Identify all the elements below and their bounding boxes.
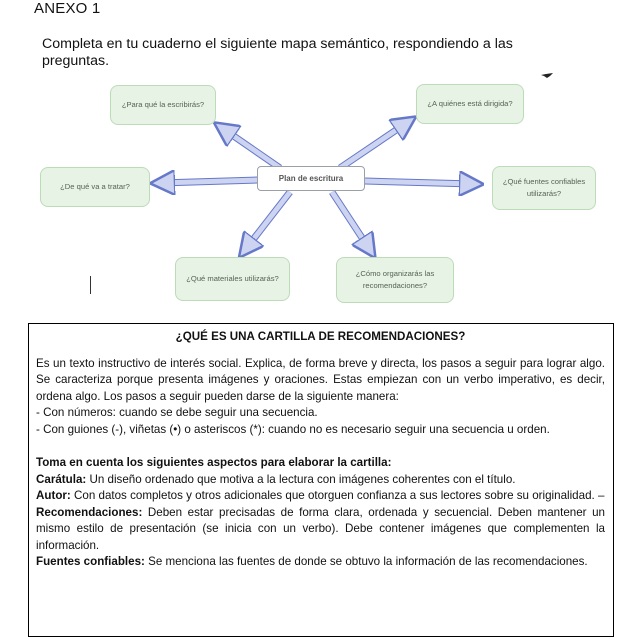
intro-paragraph: Es un texto instructivo de interés social. Explica, de forma breve y directa, los pasos a seguir para lograr algo. Se caracteriza porque presenta imágenes y oraciones. Estas empiezan con un verbo imperativo, es decir, ordena algo. Los pasos a seguir pueden darse de la siguiente manera: bbox=[36, 356, 605, 403]
instruction-text: Completa en tu cuaderno el siguiente mapa semántico, respondiendo a las preguntas. bbox=[42, 36, 513, 69]
map-node-topic: ¿De qué va a tratar? bbox=[40, 167, 150, 207]
speck-mark bbox=[541, 73, 553, 78]
info-box-title: ¿QUÉ ES UNA CARTILLA DE RECOMENDACIONES? bbox=[175, 330, 466, 343]
map-node-organization: ¿Cómo organizarás las recomendaciones? bbox=[336, 257, 454, 303]
list-numbers: - Con números: cuando se debe seguir una secuencia. bbox=[36, 406, 318, 419]
text-cursor bbox=[90, 276, 91, 294]
map-node-audience: ¿A quiénes está dirigida? bbox=[416, 84, 524, 124]
aspect-caratula: Carátula: Un diseño ordenado que motiva a la lectura con imágenes coherentes con el título. bbox=[36, 472, 516, 486]
map-center-node: Plan de escritura bbox=[257, 166, 365, 191]
aspect-autor: Autor: Con datos completos y otros adicionales que otorguen confianza a sus lectores sobre su originalidad. – bbox=[36, 489, 605, 502]
list-dashes: - Con guiones (-), viñetas (•) o asteriscos (*): cuando no es necesario seguir una secuencia u orden. bbox=[36, 422, 550, 436]
aspects-heading: Toma en cuenta los siguientes aspectos para elaborar la cartilla: bbox=[36, 456, 392, 469]
info-box bbox=[28, 323, 614, 637]
aspect-recomendaciones: Recomendaciones: Deben estar precisadas de forma clara, ordenada y secuencial. Deben mantener un mismo estilo de presentación (se inicia con un verbo). Debe contener imágenes que complementen la información. bbox=[36, 505, 605, 552]
map-node-purpose: ¿Para qué la escribirás? bbox=[110, 85, 216, 125]
map-node-materials: ¿Qué materiales utilizarás? bbox=[175, 257, 290, 301]
annex-title: ANEXO 1 bbox=[34, 0, 101, 17]
aspect-fuentes: Fuentes confiables: Se menciona las fuentes de donde se obtuvo la información de las recomendaciones. bbox=[36, 555, 588, 568]
map-node-sources: ¿Qué fuentes confiables utilizarás? bbox=[492, 166, 596, 210]
